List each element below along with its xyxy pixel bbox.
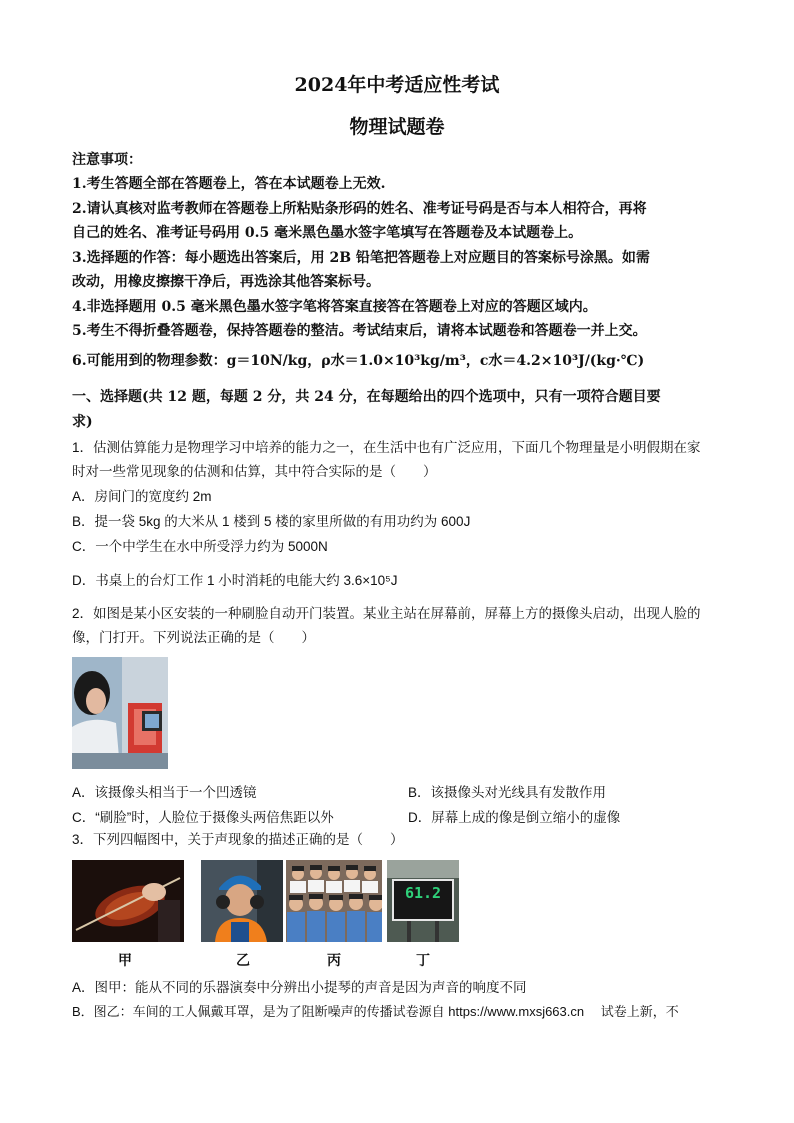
worker-illustration [201, 860, 283, 942]
caption-bing: 丙 [327, 953, 341, 969]
notice-item: 4.非选择题用 0.5 毫米黑色墨水签字笔将答案直接答在答题卷上对应的答题区域内。 [72, 299, 597, 315]
q1-stem: 1．估测估算能力是物理学习中培养的能力之一，在生活中也有广泛应用，下面几个物理量是小明假期在家 [72, 440, 701, 455]
caption-ding: 丁 [416, 953, 430, 969]
exam-subtitle: 物理试题卷 [349, 116, 445, 138]
notice-item: 改动，用橡皮擦擦干净后，再选涂其他答案标号。 [72, 274, 380, 290]
section-heading: 一、选择题(共 12 题，每题 2 分，共 24 分，在每题给出的四个选项中，只有一项符合题目要 [72, 389, 661, 405]
notice-item: 自己的姓名、准考证号码用 0.5 毫米黑色墨水签字笔填写在答题卷及本试题卷上。 [72, 225, 583, 241]
q1-stem-cont: 时对一些常见现象的估测和估算，其中符合实际的是（ ） [72, 464, 437, 479]
q2-option-a: A．该摄像头相当于一个凹透镜 [72, 785, 257, 800]
q1-option-a: A．房间门的宽度约 2m [72, 489, 212, 504]
q2-stem-cont: 像，门打开。下列说法正确的是（ ） [72, 630, 315, 645]
notice-item: 1.考生答题全部在答题卷上，答在本试题卷上无效. [72, 176, 386, 192]
notice-item: 3.选择题的作答：每小题选出答案后，用 2B 铅笔把答题卷上对应题目的答案标号涂黑。如需 [72, 250, 650, 266]
q3-option-b: B．图乙：车间的工人佩戴耳罩，是为了阻断噪声的传播试卷源自 https://www.mxsj663.cn 试卷上新，不 [72, 1004, 679, 1019]
notice-item-constants: 6.可能用到的物理参数：g＝10N/kg，ρ水＝1.0×10³kg/m³，c水＝4.2×10³J/(kg·℃) [72, 353, 645, 369]
face-recognition-illustration [72, 657, 168, 769]
notice-item: 2.请认真核对监考教师在答题卷上所粘贴条形码的姓名、准考证号码是否与本人相符合，再将 [72, 201, 647, 217]
q1-option-d: D．书桌上的台灯工作 1 小时消耗的电能大约 3.6×10⁵J [72, 573, 398, 588]
worker-earmuffs-photo [201, 860, 283, 942]
notice-item: 5.考生不得折叠答题卷，保持答题卷的整洁。考试结束后，请将本试题卷和答题卷一并上交。 [72, 323, 647, 339]
choir-photo [286, 860, 382, 942]
q3-stem: 3．下列四幅图中，关于声现象的描述正确的是（ ） [72, 832, 404, 847]
violin-photo [72, 860, 184, 942]
q3-option-a: A．图甲：能从不同的乐器演奏中分辨出小提琴的声音是因为声音的响度不同 [72, 980, 527, 995]
violin-illustration [72, 860, 184, 942]
q2-stem: 2．如图是某小区安装的一种刷脸自动开门装置。某业主站在屏幕前，屏幕上方的摄像头启动，出现人脸的 [72, 606, 701, 621]
q2-option-d: D．屏幕上成的像是倒立缩小的虚像 [408, 810, 621, 825]
choir-illustration [286, 860, 382, 942]
notice-heading: 注意事项： [72, 152, 142, 168]
section-heading-cont: 求) [72, 414, 93, 430]
q1-option-c: C．一个中学生在水中所受浮力约为 5000N [72, 539, 328, 554]
q2-option-b: B．该摄像头对光线具有发散作用 [408, 785, 607, 800]
face-recognition-photo [72, 657, 168, 769]
exam-title: 2024年中考适应性考试 [294, 74, 500, 96]
q1-option-b: B．提一袋 5kg 的大米从 1 楼到 5 楼的家里所做的有用功约为 600J [72, 514, 471, 529]
caption-yi: 乙 [236, 953, 250, 969]
q2-option-c: C．“刷脸”时，人脸位于摄像头两倍焦距以外 [72, 810, 334, 825]
noise-meter-reading: 61.2 [404, 884, 442, 902]
caption-jia: 甲 [118, 953, 132, 969]
